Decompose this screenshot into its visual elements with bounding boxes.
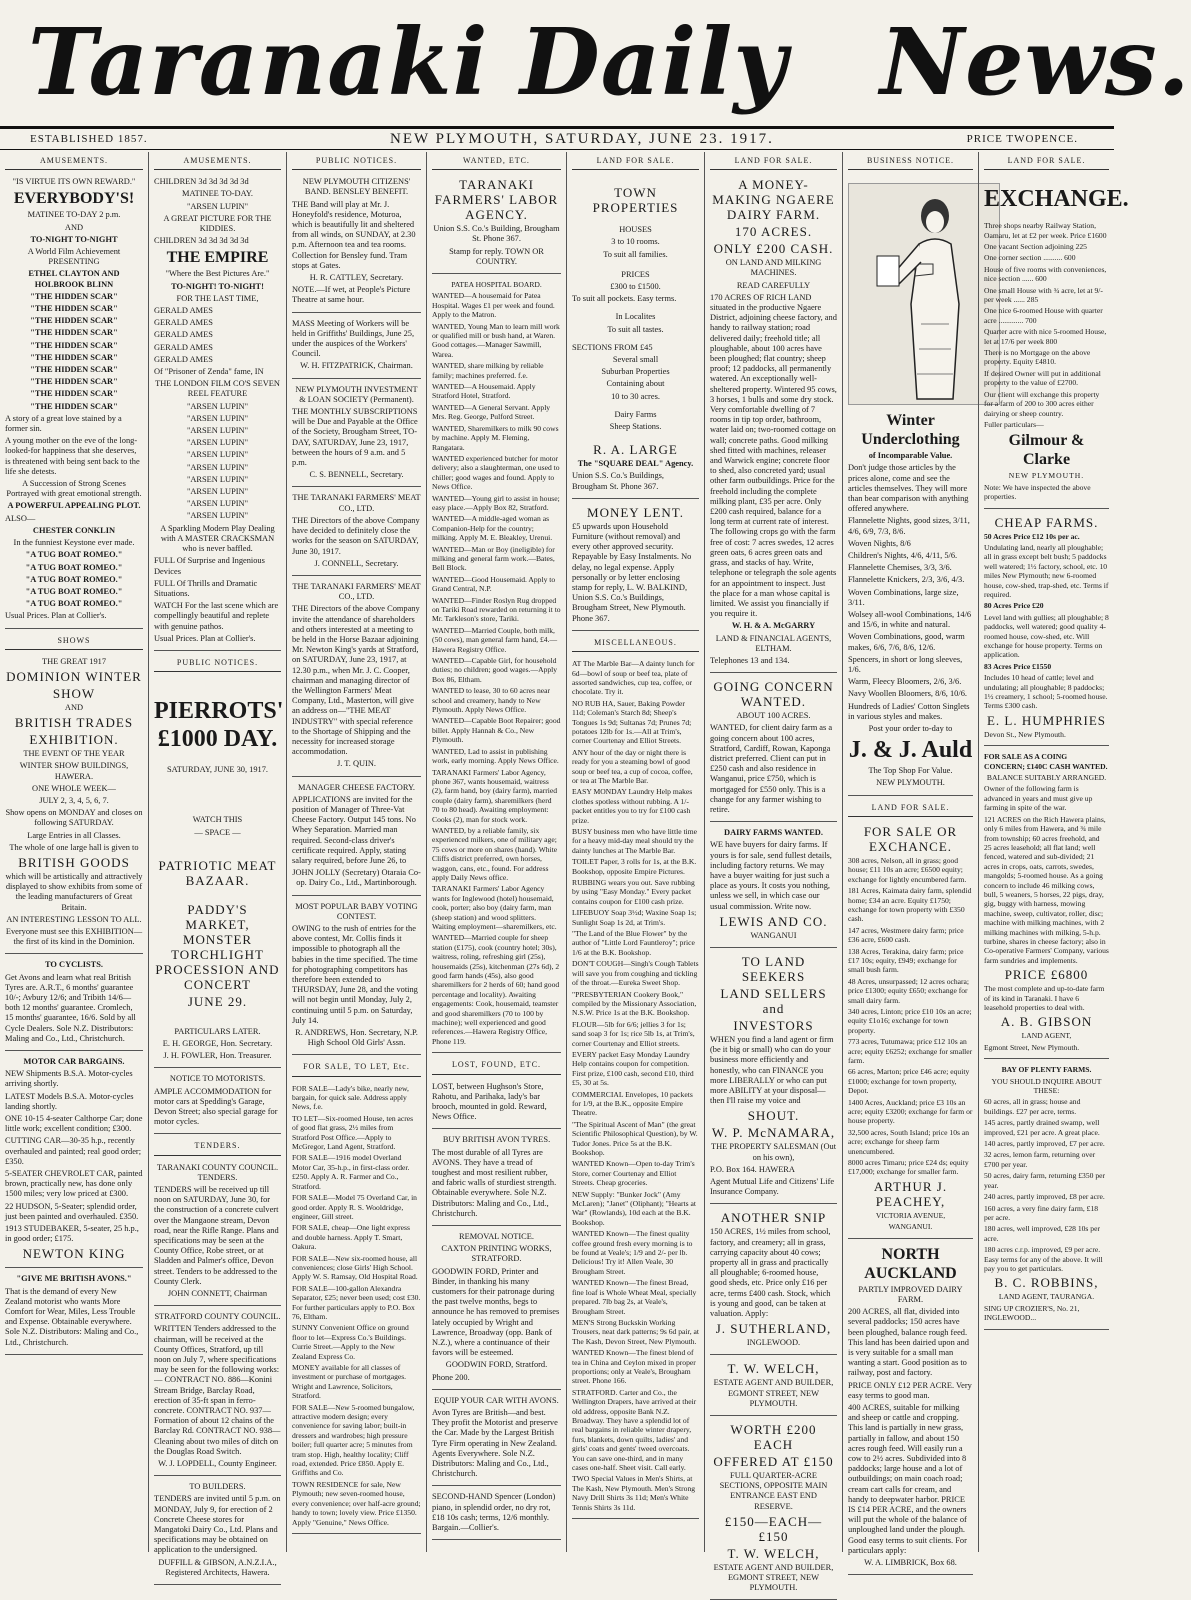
ad-cyclists: TO CYCLISTS. Get Avons and learn what real British Tyres are. A.R.T., 6 months' guarantee 10/-; Avbury 12/6; and Tribith 14/6—both 12 months' guarantee. Cromlech, 15 months' guarantee, 16/6. Sold by all Cycle Dealers. Sole N.Z. Distributors: Maling and Co., Ltd., Christchurch. (5, 957, 143, 1051)
ad-avon-tyres: BUY BRITISH AVON TYRES. The most durable of all Tyres are AVONS. They have a tread of toughest and most resilient rubber, and fabric walls of sturdiest strength. Obtainable everywhere. Sole N.Z. Distributors: Maling and Co., Ltd., Christchurch. (432, 1132, 561, 1226)
ad-bay-of-plenty: BAY OF PLENTY FARMS. YOU SHOULD INQUIRE ABOUT THESE: 60 acres, all in grass; house and buildings. £27 per acre, terms. 145 acres, partly drained swamp, well improved, £21 per acre. A great place. 140 acres, partly improved, £7 per acre. 32 acres, lemon farm, returning over £700 per year. 50 acres, dairy farm, returning £350 per year. 240 acres, partly improved, £8 per acre. 160 acres, a very fine dairy farm, £18 per acre. 180 acres, well improved, £28 10s per acre. 180 acres c.r.p. improved, £9 per acre. Easy terms for any of the above. It will pay you to get particulars. B. C. ROBBINS, LAND AGENT, TAURANGA. SING UP CROZIER'S, No. 21, INGLEWOOD... (984, 1062, 1109, 1329)
ad-empire: CHILDREN 3d 3d 3d 3d 3d MATINEE TO-DAY. "ARSEN LUPIN" A GREAT PICTURE FOR THE KIDDIES. CHILDREN 3d 3d 3d 3d 3d THE EMPIRE "Where the Best Pictures Are." TO-NIGHT! TO-NIGHT! FOR THE LAST TIME, GERALD AMES GERALD AMES GERALD AMES GERALD AMES GERALD AMES Of "Prisoner of Zenda" fame, IN THE LONDON FILM CO'S SEVEN REEL FEATURE "ARSEN LUPIN" "ARSEN LUPIN" "ARSEN LUPIN" "ARSEN LUPIN" "ARSEN LUPIN" "ARSEN LUPIN" "ARSEN LUPIN" "ARSEN LUPIN" "ARSEN LUPIN" "ARSEN LUPIN" A Sparkling Modern Play Dealing with A MASTER CRACKSMAN who is never baffled. FULL Of Surprise and Ingenious Devices FULL Of Thrills and Dramatic Situations. WATCH For the last scene which are compellingly beautiful and replete with genuine pathos. Usual Prices. Plan at Collier's. (154, 174, 281, 651)
ad-ngaere-farm: A MONEY-MAKING NGAERE DAIRY FARM. 170 ACRES. ONLY £200 CASH. ON LAND AND MILKING MACHINES. READ CAREFULLY 170 ACRES OF RICH LAND situated in the productive Ngaere District, adjoining cheese factory, and handy to railway station; road delivered daily; freehold title; all ploughable, about 100 acres have been ploughed; flat country; sheep proof; 12 paddocks, all permanently watered. An exceptionally well-sheltered property. Wintered 95 cows, 3 horses, 1 bulls and some dry stock. Very comfortable dwelling of 7 rooms in tip top order, bathroom, water laid on; two-roomed cottage on wall; concrete paths. Good milking shed fitted with machines, releaser and Warwick engine; concrete floor to shed, also concreted yard; usual other farm outbuildings. Price for the freehold including the complete milking plant, £35 per acre. Only £200 cash required, balance for a long term at current rate of interest. The following crops go with the farm free of cost: 7 acres swedes, 12 acres green oats, 6 acres green oats and grass, and stacks of hay. Write, telephone or telegraph the sole agents for an appointment to inspect. Just the place for a man whose capital is limited. We assist you financially if you require it. W. H. & A. McGARRY LAND & FINANCIAL AGENTS, ELTHAM. Telephones 13 and 134. (710, 174, 837, 673)
section-header-lost-found: LOST, FOUND, ETC. (432, 1056, 561, 1074)
empire-title: THE EMPIRE (166, 249, 269, 267)
section-header-public-notices-2: PUBLIC NOTICES. (154, 654, 281, 672)
ad-pierrots: PIERROTS' £1000 DAY. SATURDAY, JUNE 30, 1917. WATCH THIS — SPACE — PATRIOTIC MEAT BAZAAR. PADDY'S MARKET, MONSTER TORCHLIGHT PROCESSION AND CONCERT JUNE 29. PARTICULARS LATER. E. H. GEORGE, Hon. Secretary. J. H. FOWLER, Hon. Treasurer. (154, 676, 281, 1068)
ad-removal: REMOVAL NOTICE. CAXTON PRINTING WORKS, STRATFORD. GOODWIN FORD, Printer and Binder, in thanking his many customers for their patronage during the past twelve months, begs to announce he has removed to premises lately occupied by Wright and Lawrence, Broadway (opp. Bank of N.Z.), where a continuance of their favors will be esteemed. GOODWIN FORD, Stratford. Phone 200. (432, 1229, 561, 1390)
ad-exchange: EXCHANGE. Three shops nearby Railway Station, Oamaru, let at £2 per week. Price £1600 One vacant Section adjoining 225 One corner section .......... 600 House of five rooms with conveniences, nice section ...... 600 One small House with ¾ acre, let at 9/- per week ...... 285 One nice 6-roomed House with quarter acre ............. 700 Quarter acre with nice 5-roomed House, let at 17/6 per week 800 There is no Mortgage on the above property. Equity £4810. If desired Owner will put in additional property to the value of £2700. Our client will exchange this property for a farm of 200 to 300 acres either dairying or sheep country. Fuller particulars— Gilmour & Clarke NEW PLYMOUTH. Note: We have inspected the above properties. (984, 174, 1109, 508)
woman-figure-icon (849, 184, 999, 404)
section-header-amusements: AMUSEMENTS. (5, 152, 143, 170)
ad-misc-listings: AT The Marble Bar—A dainty lunch for 6d—bowl of soup or beef tea, plate of assorted sandwiches, cup tea, coffee, or chocolate. Try it. NO RUB HA, Sauer, Baking Powder 11d; Coleman's Starch 8d; Sheep's Tongues 1s 9d; Sultanas 7d; Prunes 7d; potatoes 12lb for 1s.—All at Trim's, corner Courtenay and Elliot Streets. ANY hour of the day or night there is ready for you a steaming bowl of good soup or beef tea, a cup of cocoa, coffee, or tea at The Marble Bar. EASY MONDAY Laundry Help makes clothes spotless without rubbing. A 1/- packet entitles you to try for £100 cash prize. BUSY business men who have little time for a heavy mid-day meal should try the dainty lunches at The Marble Bar. TOILET Paper, 3 rolls for 1s, at the B.K. Bookshop, opposite Empire Pictures. RUBBING wears you out. Save rubbing by using "Easy Monday." Every packet contains coupon for £100 cash prize. LIFEBUOY Soap 3½d; Waxine Soap 1s; Sunlight Soap 1s 2d, at Trim's. "The Land of the Blue Flower" by the author of "Little Lord Fauntleroy"; price 1/6 at the B.K. Bookshop. DON'T COUGH—Singh's Cough Tablets will save you from coughing and tickling of the throat.—Eureka Sweet Shop. "PRESBYTERIAN Cookery Book," compiled by the Missionary Association, N.S.W. Price 1s at the B.K. Bookshop. FLOUR—5lb for 6/6; jellies 3 for 1s; sand soap 3 for 1s; rice 5lb 1s, at Trim's, corner Courtenay and Elliot streets. EVERY packet Easy Monday Laundry Help contains coupon for competition. First prize, £100 cash, second £10, third £5, 30 at 5s. COMMERCIAL Envelopes, 10 packets for 1/9, at the B.K., opposite Empire Theatre. "The Spiritual Ascent of Man" (the great Scientific Philosophical Question), by W. Tudor Jones. Price 5s at the B.K. Bookshop. WANTED Known—Open to-day Trim's Store, corner Courtenay and Elliot Streets. Cheap groceries. NEW Supply: "Bunker Jock" (Amy McLaren); "Janet" (Oliphant); "Hearts at War" (Rowlands), 10d each at the B.K. Bookshop. WANTED Known—The finest quality coffee ground fresh every morning is to be found at Veale's; 1/9 and 2/- per lb. Delicious! Try it! Allen Veale, 30 Brougham Street. WANTED Known—The finest Bread, fine loaf is Whole Wheat Meal, specially prepared. 7lb bag 2s, at Veale's, Brougham Street. MEN'S Strong Buckskin Working Trousers, neat dark patterns; 9s 6d pair, at The Kash, Devon Street, New Plymouth. WANTED Known—The finest blend of tea in China and Ceylon mixed in proper proportions; only at Veale's, Brougham street. Phone 166. STRATFORD. Carter and Co., the Wellington Drapers, have arrived at their old address, opposite Bank N.Z. Broadway. They have a splendid lot of real bargains in reliable winter drapery, furs, blankets, down quilts, ladies' and girls' coats and gents' tweed overcoats. You can save one-third, and in many cases one-half. Sheet visit. Call early. TWO Special Values in Men's Shirts, at The Kash, New Plymouth. Men's Strong Navy Drill Shirts 3s 11d; Men's White Tennis Shirts 3s 11d. (572, 656, 699, 1519)
ad-piano: SECOND-HAND Spencer (London) piano, in splendid order, no dry rot, £18 10s cash; terms, 12/6 monthly. Bargain.—Collier's. (432, 1489, 561, 1540)
section-header-tenders: TENDERS. (154, 1137, 281, 1155)
ad-wanted-listings: PATEA HOSPITAL BOARD. WANTED—A housemaid for Patea Hospital. Wages £1 per week and found. Apply to the Matron. WANTED, Young Man to learn mill work or qualified mill or bush hand, at Waren. Good cottages.—Manager Sawmill, Warea. WANTED, share milking by reliable family; machines preferred. f.e. WANTED—A Housemaid. Apply Stratford Hotel, Stratford. WANTED—A General Servant. Apply Mrs. Reg. George, Pulford Street. WANTED, Sharemilkers to milk 90 cows by machine. Apply M. Fleming, Rangatara. WANTED experienced butcher for motor delivery; also a slaughterman, one used to chiller; good wages and found. Apply to News Office. WANTED—Young girl to assist in house; easy place.—Apply Box 82, Stratford. WANTED—A middle-aged woman as Companion-Help for the country; milking. Apply M. E. Bleakley, Urenui. WANTED—Man or Boy (ineligible) for milking and general farm work.—Bates, Bell Block. WANTED—Good Housemaid. Apply to Grand Central, N.P. WANTED—Finder Roslyn Rug dropped on Tariki Road rewarded on returning it to Mr. Tarkleson's store, Tariki. WANTED—Married Couple, both milk, (50 cows), man general farm hand, £4.—Hawera Registry Office. WANTED—Capable Girl, for household duties; no children; good wages.—Apply Box 86, Eltham. WANTED to lease, 30 to 60 acres near school and creamery, handy to New Plymouth. Apply News Office. WANTED—Capable Boot Repairer; good billet. Apply Hannah & Co., New Plymouth. WANTED, Lad to assist in publishing work, early morning. Apply News Office. TARANAKI Farmers' Labor Agency, phone 367, wants housemaid, waitress (2), farm hand, boy (dairy farm), married couple (dairy farm), sharemilkers (herd 70 to 80 head). Awaiting employment: Cooks (2), man for stock work. WANTED, by a reliable family, six experienced milkers, one of military age; 75 cows or more on shares (hand). White Cliffs district preferred, own horses, waggon, cans, etc., found. For address apply Daily News office. TARANAKI Farmers' Labor Agency wants for Inglewood (hotel) housemaid, cook, porter; also boy (dairy farm, man (sheep station) and wood splitters. Waiting employment—sharemilkers, etc. WANTED—Married couple for sheep station (£175), cook (country hotel; 30s), waitress, roling, refreshing girl (25s), housemaids (25s), kitchenman (27s 6d), 2 good farm hands (45s), also good sharemilkers for 2 herds of 60; hand good percentage and locality). Awaiting engagements: Cook, housemaid, teamster and good sharemilkers (70 to 100 by machine); well experienced and good references.—Hawera Registry Office, Phone 119. (432, 277, 561, 1053)
ad-avons: "GIVE ME BRITISH AVONS." That is the demand of every New Zealand motorist who wants More Comfort for Wear, Miles, Less Trouble and Expense. Obtainable everywhere. Sole N.Z. Distributors: Maling and Co., Ltd., Christchurch. (5, 1271, 143, 1354)
section-header-public-notices: PUBLIC NOTICES. (292, 152, 421, 170)
ad-sections: WORTH £200 EACH OFFERED AT £150 FULL QUARTER-ACRE SECTIONS, OPPOSITE MAIN ENTRANCE EAST END RESERVE. £150—EACH—£150 T. W. WELCH, ESTATE AGENT AND BUILDER, EGMONT STREET, NEW PLYMOUTH. (710, 1419, 837, 1600)
ad-county-tenders: TARANAKI COUNTY COUNCIL. TENDERS. TENDERS will be received up till noon on SATURDAY, June 30, for the construction of a concrete culvert over the Mangaone stream, Devon road, near the Rifle Range. Plans and specifications may be seen at the County Office, Robe street, or at Sladden and Palmer's office, Devon street. Tenders to be addressed to the County Clerk. JOHN CONNETT, Chairman (154, 1160, 281, 1307)
section-header-shows: SHOWS (5, 632, 143, 650)
column-7 (842, 152, 978, 1567)
ad-motorists: NOTICE TO MOTORISTS. AMPLE ACCOMMODATION for motor cars at Spedding's Garage, Devon Street; also special garage for motor cycles. (154, 1071, 281, 1134)
ad-land-seekers: TO LAND SEEKERS LAND SELLERS and INVESTORS WHEN you find a land agent or firm (be it big or small) who can do your business more efficiently and honestly, who can FINANCE you more LIBERALLY or who can put more ABILITY at your disposal—then I'll raise my voice and SHOUT. W. P. McNAMARA, THE PROPERTY SALESMAN (Out on his own), P.O. Box 164. HAWERA Agent Mutual Life and Citizens' Life Insurance Company. (710, 951, 837, 1204)
column-5 (566, 152, 704, 1552)
ad-stratford-tenders: STRATFORD COUNTY COUNCIL. WRITTEN Tenders addressed to the chairman, will be received at the County Offices, Stratford, up till noon on July 7, where specifications may be seen for the following works:— CONTRACT NO. 886—Konini Stream Bridge, Barclay Road, erection of 35-ft span in ferro-concrete. CONTRACT NO. 937—Formation of about 12 chains of the Barclay Rd. CONTRACT NO. 938—Cleaning about two miles of ditch on the Douglas Road Switch. W. J. LOPDELL, County Engineer. (154, 1309, 281, 1476)
ad-dairy-farms-wanted: DAIRY FARMS WANTED. WE have buyers for dairy farms. If yours is for sale, send fullest details, including factory returns. We may have a buyer waiting for just such a place as yours. It costs you nothing, unless we sell, in which case our usual commission. Write now. LEWIS AND CO. WANGANUI (710, 825, 837, 948)
price-text: PRICE TWOPENCE. (966, 133, 1078, 145)
ad-cheap-farms: CHEAP FARMS. 50 Acres Price £12 10s per ac. Undulating land, nearly all ploughable; all in grass except belt bush; 5 paddocks well watered; 1½ factory, school, etc. 10 miles New Plymouth; new 6-roomed house, cow-shed, trap-shed, etc. Terms if required. 80 Acres Price £20 Level land with gullies; all ploughable; 8 paddocks, well watered; good quality 4-roomed house, cow-shed, etc. Will exchange for house property. Terms on application. 83 Acres Price £1550 Includes 10 head of cattle; level and undulating; all ploughable; 8 paddocks; 1½ creamery, 1 school; 5-roomed house. Terms £300 cash. E. L. HUMPHRIES Devon St., New Plymouth. (984, 512, 1109, 747)
column-2 (148, 152, 286, 1577)
ad-town-properties: TOWN PROPERTIES HOUSES 3 to 10 rooms. To suit all families. PRICES £300 to £1500. To suit all pockets. Easy terms. In Localites To suit all tastes. SECTIONS FROM £45 Several small Suburban Properties Containing about 10 to 30 acres. Dairy Farms Sheep Stations. R. A. LARGE The "SQUARE DEAL" Agency. Union S.S. Co.'s Buildings, Brougham St. Phone 367. (572, 174, 699, 499)
ad-lost: LOST, between Hughson's Store, Rahotu, and Parihaka, lady's bar brooch, mounted in gold. Reward, News Office. (432, 1079, 561, 1130)
section-header-miscellaneous: MISCELLANEOUS. (572, 634, 699, 652)
section-header-business-notice: BUSINESS NOTICE. (848, 152, 973, 170)
ad-going-concern-2: FOR SALE AS A COING CONCERN; £140C CASH WANTED. BALANCE SUITABLY ARRANGED. Owner of the following farm is advanced in years and must give up farming in spite of the war. 121 ACRES on the Rich Hawera plains, only 6 miles from Hawera, and ¾ mile from township; 60 acres freehold, and 25 acres leasehold; all flat land; well fenced, watered and sub-divided; 21 acres in crops, oats, carrots, swedes, mangolds; 5-roomed house. As a going concern to include 46 milking cows, bull, 5 weaners, 5 horses, 22 pigs, dray, gig, buggy with harness, mowing machine, sweep, cultivator, roller, disc; machine with milking machines, with 2 milking machines with milking, 5-h.p. turbine, shares in cheese factory; also in Co-operative Farmers' Company, various farm sundries and implements. PRICE £6800 The most complete and up-to-date farm of its kind in Taranaki. I have 6 leasehold properties to deal with. A. B. GIBSON LAND AGENT, Egmont Street, New Plymouth. (984, 749, 1109, 1059)
ad-motor-bargains: MOTOR CAR BARGAINS. NEW Shipments B.S.A. Motor-cycles arriving shortly. LATEST Models B.S.A. Motor-cycles landing shortly. ONE 10-15 4-seater Calthorpe Car; done little work; excellent condition; £300. CUTTING CAR—30-35 h.p., recently overhauled and painted; real good order; £350. 5-SEATER CHEVROLET CAR, painted brown, practically new, has done only 1500 miles; very low priced at £300. 22 HUDSON, 5-Seater; splendid order, just been painted and overhauled. £350. 1913 STUDEBAKER, 5-seater, 25 h.p., in good order; £175. NEWTON KING (5, 1054, 143, 1268)
ad-loan-society: NEW PLYMOUTH INVESTMENT & LOAN SOCIETY (Permanent). THE MONTHLY SUBSCRIPTIONS will be Due and Payable at the Office of the Society, Brougham Street, TO-DAY, SATURDAY, June 23, 1917, between the hours of 9 a.m. and 5 p.m. C. S. BENNELL, Secretary. (292, 382, 421, 488)
column-1 (0, 152, 148, 1552)
masthead-word-taranaki: Taranaki (28, 8, 489, 116)
ad-citizens-band: NEW PLYMOUTH CITIZENS' BAND. BENSLEY BENEFIT. THE Band will play at Mr. J. Honeyfold's residence, Moturoa, which is beautifully lit and sheltered from all winds, on SUNDAY, at 2.30 p.m. Afternoon tea and tea rooms. Collection for Bensley fund. Tram stops at Gates. H. R. CATTLEY, Secretary. NOTE.—If wet, at People's Picture Theatre at same hour. (292, 174, 421, 312)
column-8 (978, 152, 1129, 1552)
established-text: ESTABLISHED 1857. (30, 133, 148, 145)
place-date-text: NEW PLYMOUTH, SATURDAY, JUNE 23. 1917. (390, 131, 774, 147)
ad-sale-listings: FOR SALE—Lady's bike, nearly new, bargain, for quick sale. Address apply News, f.e. TO LET—Six-roomed House, ten acres of good flat grass, 2½ miles from Stratford Post Office.—Apply to McGregor, Land Agent, Stratford. FOR SALE—1916 model Overland Motor Car, 35-h.p., in first-class order. £250. Apply A. R. Farmer and Co., Stratford. FOR SALE—Model 75 Overland Car, in good order. Apply R. S. Wooldridge, engineer, Gill street. FOR SALE, cheap—One light express and double harness. Apply T. Smart, Oakura. FOR SALE—New six-roomed house, all conveniences; close Girls' High School. Apply W. S. Ramsay, Old Hospital Road. FOR SALE—100-gallon Alexandra Separator, £25; never been used; cost £30. For further particulars apply to P.O. Box 76, Eltham. SUNNY Convenient Office on ground floor to let—Express Co.'s Buildings. Currie Street.—Apply to the New Zealand Express Co. MONEY available for all classes of investment or purchase of mortgages. Wright and Lawrence, Solicitors, Stratford. FOR SALE—New 5-roomed bungalow, attractive modern design; every convenience for saving labor; built-in dressers and wardrobes; high pressure boiler; full quarter acre; 5 minutes from tram stop. High, healthy locality; Cliff road, extended. Price £850. Apply E. Griffiths and Co. TOWN RESIDENCE for sale, New Plymouth; new seven-roomed house, every convenience; over half-acre ground; handy to town; lovely view. Price £1350. Apply "Genuine," News Office. (292, 1081, 421, 1534)
masthead-word-news: News. (880, 8, 1191, 116)
masthead (0, 0, 1191, 122)
ad-auld-underclothing: Winter Underclothing of Incomparable Value. Don't judge those articles by the prices alone, come and see the articles themselves. They will more than bear comparison with anything offered anywhere. Flannelette Nights, good sizes, 3/11, 4/6, 6/9, 7/3, 8/6. Woven Nights, 8/6 Children's Nights, 4/6, 4/11, 5/6. Flannelette Chemises, 3/3, 3/6. Flannelette Knickers, 2/3, 3/6, 4/3. Woven Combinations, large size, 3/11. Wolsey all-wool Combinations, 14/6 and 15/6, in white and natural. Woven Combinations, good, warm makes, 6/6, 7/6, 8/6, 12/6. Spencers, in short or long sleeves, 1/6. Warm, Fleecy Bloomers, 2/6, 3/6. Navy Woollen Bloomers, 8/6, 10/6. Hundreds of Ladies' Cotton Singlets in various styles and makes. Post your order to-day to J. & J. Auld The Top Shop For Value. NEW PLYMOUTH. (848, 174, 973, 795)
ad-baby-contest: MOST POPULAR BABY VOTING CONTEST. OWING to the rush of entries for the above contest, Mr. Collis finds it impossible to photograph all the babies in the time specified. The time for photographing competitors has therefore been extended to THURSDAY, June 28, and the voting will not begin until Monday, July 2, continuing until 5 p.m. on Saturday, July 14. R. ANDREWS, Hon. Secretary, N.P. High School Old Girls' Assn. (292, 899, 421, 1056)
ad-meat-1: THE TARANAKI FARMERS' MEAT CO., LTD. THE Directors of the above Company have decided to definitely close the works for the season on SATURDAY, June 30, 1917. J. CONNELL, Secretary. (292, 490, 421, 575)
section-header-for-sale: FOR SALE, TO LET, Etc. (292, 1058, 421, 1076)
ad-meat-2: THE TARANAKI FARMERS' MEAT CO., LTD. THE Directors of the above Company invite the attendance of shareholders and others interested at a meeting to be held in the Horse Bazaar adjoining Mr. Newton King's yards at Stratford, on SATURDAY, June 23, 1917, at 12.30 p.m., when Mr. J. C. Cooper, chairman and managing director of the Wellington Farmers' Meat Company, Ltd., Masterton, will give an address on—"THE MEAT INDUSTRY" with special reference to the Shortage of Shipping and the necessity for increased storage accommodation. J. T. QUIN. (292, 579, 421, 777)
section-header-wanted: WANTED, ETC. (432, 152, 561, 170)
masthead-word-daily: Daily (520, 8, 788, 116)
ad-winter-show: THE GREAT 1917 DOMINION WINTER SHOW AND BRITISH TRADES EXHIBITION. THE EVENT OF THE YEAR WINTER SHOW BUILDINGS, HAWERA. ONE WHOLE WEEK— JULY 2, 3, 4, 5, 6, 7. Show opens on MONDAY and closes on following SATURDAY. Large Entries in all Classes. The whole of one large hall is given to BRITISH GOODS which will be artistically and attractively displayed to show exhibits from some of the leading manufacturers of Great Britain. AN INTERESTING LESSON TO ALL. Everyone must see this EXHIBITION—the first of its kind in the Dominion. (5, 654, 143, 955)
section-header-land-for-sale-3: LAND FOR SALE. (848, 799, 973, 817)
section-header-amusements-2: AMUSEMENTS. (154, 152, 281, 170)
dateline (0, 126, 1114, 150)
ad-labor-agency: TARANAKI FARMERS' LABOR AGENCY. Union S.S. Co.'s Building, Brougham St. Phone 367. Stamp for reply. TOWN OR COUNTRY. (432, 174, 561, 274)
ad-equip-avons: EQUIP YOUR CAR WITH AVONS. Avon Tyres are British—and best. They profit the Motorist and preserve the Car. Made by the Largest British Tyre Firm operating in New Zealand. Agents Everywhere. Sole N.Z. Distributors: Maling and Co., Ltd., Christchurch. (432, 1393, 561, 1487)
ad-going-concern: GOING CONCERN WANTED. ABOUT 100 ACRES. WANTED, for client dairy farm as a going concern about 100 acres, Stratford, Cardiff, Rowan, Kaponga district preferred. Client can put in £250 cash and also residence in Wanganui, price £750, which is mortgaged for £550 only. This is a change for any farmer wishing to retire. (710, 676, 837, 822)
ad-workers: MASS Meeting of Workers will be held in Griffiths' Buildings, June 25, under the auspices of the Workers' Council. W. H. FITZPATRICK, Chairman. (292, 316, 421, 379)
ad-cheese-manager: MANAGER CHEESE FACTORY. APPLICATIONS are invited for the position of Manager of Three-Vat Cheese Factory. Output 145 tons. No Whey Separation. Married man required. Second-class driver's certificate required. Apply, stating salary required, before June 26, to JOHN JOLLY (Secretary) Otaraia Co-op. Dairy Co., Ltd., Martinborough. (292, 780, 421, 896)
ad-welch-1: T. W. WELCH, ESTATE AGENT AND BUILDER, EGMONT STREET, NEW PLYMOUTH. (710, 1358, 837, 1416)
ad-north-auckland: NORTH AUCKLAND PARTLY IMPROVED DAIRY FARM. 200 ACRES, all flat, divided into several paddocks; 150 acres have been ploughed, balance rough feed. This land has been dairied upon and is very suitable for a small man wanting a start. Good position as to railway, post and factory. PRICE ONLY £12 PER ACRE. Very easy terms to good man. 400 ACRES, suitable for milking and sheep or cattle and cropping. This land is partially in new grass, partially in fallow, and about 150 acres rough feed. Will easily run a cow to 2½ acres. Subdivided into 8 paddocks; large house and a lot of outbuildings; on main coach road; cream cart calls for cream, and handy to deepwater harbor. PRICE IS £14 PER ACRE, and the owners will put the whole of the balance of unploughed land under the plough. Good easy terms to suit clients. For particulars apply: W. A. LIMBRICK, Box 68. (848, 1242, 973, 1575)
column-3 (286, 152, 426, 1552)
ad-another-snip: ANOTHER SNIP 150 ACRES, 1½ miles from school, factory, and creamery; all in grass, carrying capacity about 40 cows; property all in grass and practically all ploughable; 6-roomed house, good sheds, etc. Price only £16 per acre, terms £400 cash. Stock, which is young and good, can be taken at valuation. Apply: J. SUTHERLAND, INGLEWOOD. (710, 1207, 837, 1355)
section-header-land-for-sale: LAND FOR SALE. (572, 152, 699, 170)
column-4 (426, 152, 566, 1552)
ad-peachey: FOR SALE OR EXCHANCE. 308 acres, Nelson, all in grass; good house; £11 10s an acre; £6500 equity; exchange for lightly encumbered farm. 181 Acres, Kaimata dairy farm, splendid home; £34 an acre. Equity £1750; exchange for town property with £350 cash. 147 acres, Westmere dairy farm; price £36 acre, £600 cash. 138 Acres, Terakina, dairy farm; price £17 10s; equity, £949; exchange for small bush farm. 48 Acres, unsurpassed; 12 acres ochara; price £1300; equity £650; exchange for small dairy farm. 340 acres, Linton; price £10 10s an acre; equity £1o16; exchange for town property. 773 acres, Tutumawa; price £12 10s an acre; equity £6252; exchange for smaller farm. 66 acres, Marton; price £46 acre; equity £1000; exchange for town property, Depot. 1400 Acres, Auckland; price £3 10s an acre; equity £3200; exchange for farm or house property. 32,500 acres, South Island; price 10s an acre; exchange for sheep farm unencumbered. 8000 acres Timaru; price £24 ds; equity £17,000; exchange for smaller farm. ARTHUR J. PEACHEY, VICTORIA AVENUE, WANGANUI. (848, 821, 973, 1239)
column-6 (704, 152, 842, 1593)
section-header-land-for-sale-2: LAND FOR SALE. (710, 152, 837, 170)
everybodys-title: EVERYBODY'S! (13, 190, 135, 208)
ad-money-lent: MONEY LENT. £5 upwards upon Household Furniture (without removal) and every other approved security. Repayable by Easy Instalments. No delay, no legal expense. Apply personally or by letter enclosing stamp for reply, L. W. BALKIND, Union S.S. Co.'s Buildings, Brougham Street, New Plymouth. Phone 367. (572, 502, 699, 631)
auld-title: J. & J. Auld (848, 737, 973, 764)
ad-builders: TO BUILDERS. TENDERS are invited until 5 p.m. on MONDAY, July 9, for erection of 2 Concrete Cheese stores for Mangatoki Dairy Co., Ltd. Plans and specifications may be obtained on application to the undersigned. DUFFILL & GIBSON, A.N.Z.I.A., Registered Architects, Hawera. (154, 1479, 281, 1585)
ad-everybodys: "IS VIRTUE ITS OWN REWARD." EVERYBODY'S! MATINEE TO-DAY 2 p.m. AND TO-NIGHT TO-NIGHT A World Film Achievement PRESENTING ETHEL CLAYTON AND HOLBROOK BLINN "THE HIDDEN SCAR" "THE HIDDEN SCAR" "THE HIDDEN SCAR" "THE HIDDEN SCAR" "THE HIDDEN SCAR" "THE HIDDEN SCAR" "THE HIDDEN SCAR" "THE HIDDEN SCAR" "THE HIDDEN SCAR" "THE HIDDEN SCAR" A story of a great love stained by a former sin. A young mother on the eve of the long-looked-for happiness that she deserves, is threatened with being sent back to the life she detests. A Succession of Strong Scenes Portrayed with great emotional strength. A POWERFUL APPEALING PLOT. ALSO— CHESTER CONKLIN In the funniest Keystone ever made. "A TUG BOAT ROMEO." "A TUG BOAT ROMEO." "A TUG BOAT ROMEO." "A TUG BOAT ROMEO." "A TUG BOAT ROMEO." Usual Prices. Plan at Collier's. (5, 174, 143, 628)
section-header-land-for-sale-4: LAND FOR SALE. (984, 152, 1109, 170)
